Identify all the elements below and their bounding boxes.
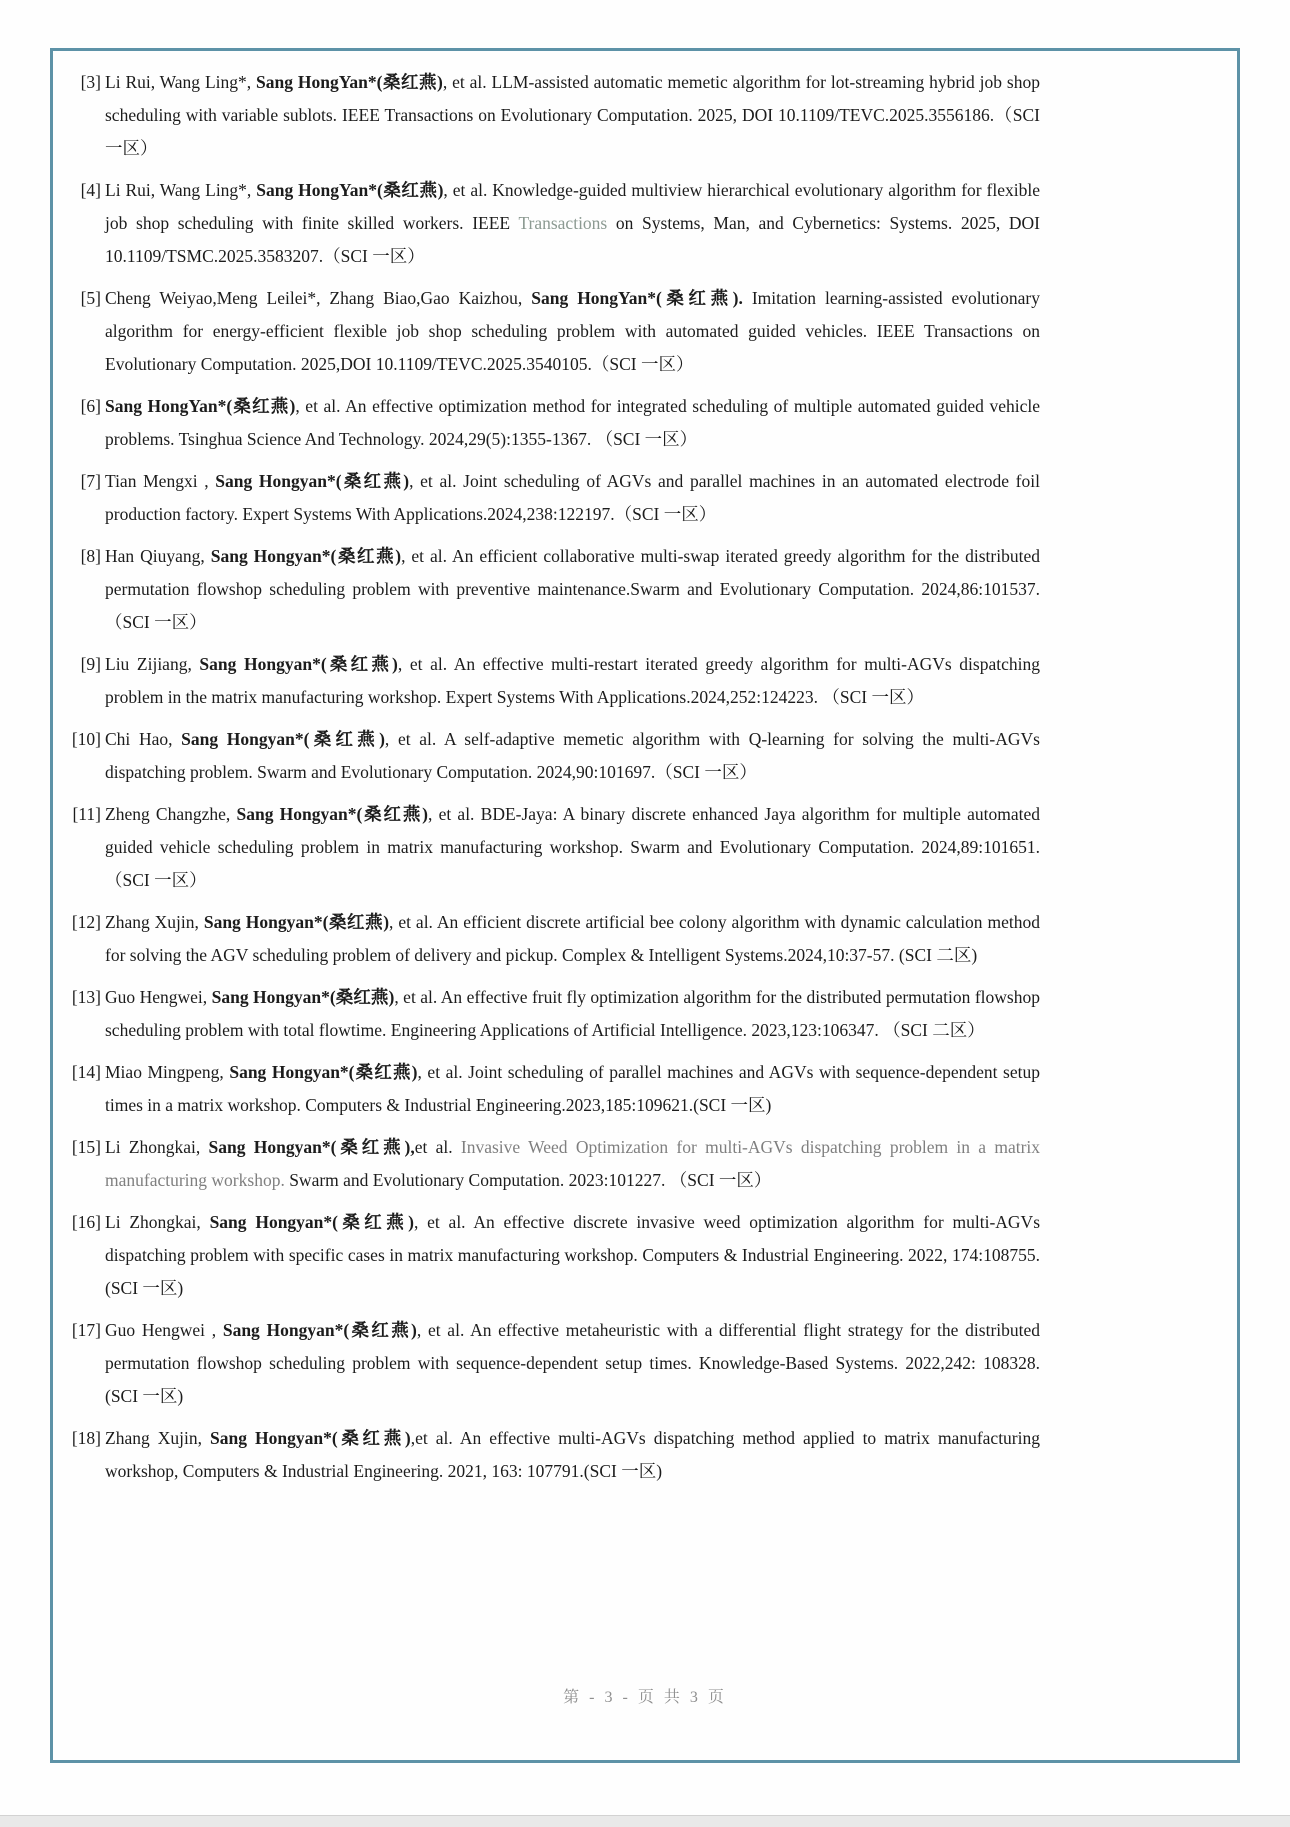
reference-text <box>105 804 1040 890</box>
reference-text-segment: Sang Hongyan*(桑红燕) <box>211 987 395 1007</box>
reference-text-segment: Sang Hongyan*(桑红燕) <box>229 1062 418 1082</box>
reference-text <box>105 396 1040 449</box>
reference-item <box>77 465 1040 531</box>
page-edge-gap <box>0 1815 1290 1827</box>
reference-text-segment: Sang Hongyan*(桑红燕) <box>181 729 385 749</box>
reference-text-segment: Zheng Changzhe, <box>105 804 237 824</box>
reference-text <box>105 1212 1040 1298</box>
reference-text <box>105 180 1040 266</box>
reference-text-segment: Li Rui, Wang Ling*, <box>105 180 257 200</box>
reference-text-segment: Sang HongYan*(桑红燕) <box>256 180 444 200</box>
reference-number: [11] <box>72 804 101 824</box>
reference-text-segment: , et al. Joint scheduling of AGVs and parallel machines in an automated electrode foil production factory. Expert Systems With Applications.2024,238:122197.（SCI 一区） <box>105 471 1040 524</box>
reference-text <box>105 72 1040 158</box>
reference-text-segment: Liu Zijiang, <box>105 654 200 674</box>
reference-text <box>105 912 1040 965</box>
reference-text-segment: Zhang Xujin, <box>105 912 204 932</box>
reference-text-segment: Swarm and Evolutionary Computation. 2023:101227. （SCI 一区） <box>284 1170 772 1190</box>
reference-text-segment: Imitation learning-assisted evolutionary algorithm for energy-efficient flexible job shop scheduling problem with automated guided vehicles. IEEE Transactions on Evolutionary Computation. 2025,DOI 10.1109/TEVC.2025.3540105.（SCI 一区） <box>105 288 1040 374</box>
reference-text-segment: , et al. An efficient discrete artificial bee colony algorithm with dynamic calculation method for solving the AGV scheduling problem of delivery and pickup. Complex & Intelligent Systems.2024,10:37-57. (SCI 二区) <box>105 912 1040 965</box>
reference-text-segment: Han Qiuyang, <box>105 546 211 566</box>
reference-text <box>105 987 1040 1040</box>
reference-number: [15] <box>71 1137 101 1157</box>
reference-text-segment: Sang Hongyan*(桑红燕) <box>222 1320 417 1340</box>
reference-item <box>71 1131 1041 1197</box>
reference-number: [7] <box>80 471 101 491</box>
reference-text-segment: Tian Mengxi , <box>105 471 216 491</box>
reference-text-segment: Li Zhongkai, <box>105 1212 210 1232</box>
page-footer: 第 - 3 - 页 共 3 页 <box>563 1689 727 1706</box>
reference-text <box>105 471 1040 524</box>
reference-text-segment: , et al. An effective discrete invasive weed optimization algorithm for multi-AGVs dispatching problem with specific cases in matrix manufacturing workshop. Computers & Industrial Engineering. 2022, 174:108755.(SCI 一区) <box>105 1212 1041 1298</box>
reference-item <box>77 540 1040 639</box>
reference-item <box>72 798 1040 897</box>
reference-text-segment: , et al. An effective metaheuristic with a differential flight strategy for the distributed permutation flowshop scheduling problem with sequence-dependent setup times. Knowledge-Based Systems. 2022,242: 108328. (SCI 一区) <box>105 1320 1041 1406</box>
reference-text-segment: Sang Hongyan*(桑红燕) <box>203 912 390 932</box>
reference-text-segment: Miao Mingpeng, <box>105 1062 230 1082</box>
reference-text-segment: Sang HongYan*(桑红燕). <box>531 288 743 308</box>
reference-number: [6] <box>80 396 101 416</box>
reference-number: [14] <box>71 1062 101 1082</box>
reference-text-segment: ,et al. An effective multi-AGVs dispatching method applied to matrix manufacturing workshop, Computers & Industrial Engineering. 2021, 163: 107791.(SCI 一区) <box>105 1428 1040 1481</box>
reference-text-segment: , et al. Joint scheduling of parallel machines and AGVs with sequence-dependent setup times in a matrix workshop. Computers & Industrial Engineering.2023,185:109621.(SCI 一区) <box>105 1062 1040 1115</box>
reference-number: [17] <box>71 1320 101 1340</box>
reference-text-segment: Sang Hongyan*(桑红燕) <box>236 804 428 824</box>
reference-item <box>77 390 1040 456</box>
reference-list <box>71 66 1041 1497</box>
reference-text <box>105 288 1040 374</box>
reference-text-segment: Zhang Xujin, <box>105 1428 211 1448</box>
reference-item <box>71 1314 1041 1413</box>
reference-text-segment: Guo Hengwei , <box>105 1320 223 1340</box>
reference-number: [8] <box>80 546 101 566</box>
reference-number: [4] <box>80 180 101 200</box>
reference-text <box>105 1320 1040 1406</box>
reference-text-segment: Sang Hongyan*(桑红燕) <box>215 471 410 491</box>
reference-number: [9] <box>80 654 101 674</box>
reference-item <box>71 906 1040 972</box>
reference-item <box>71 1422 1040 1488</box>
reference-text-segment: , et al. LLM-assisted automatic memetic algorithm for lot-streaming hybrid job shop scheduling with variable sublots. IEEE Transactions on Evolutionary Computation. 2025, DOI 10.1109/TEVC.2025.3556186.（SCI 一区） <box>105 72 1040 158</box>
reference-number: [16] <box>71 1212 101 1232</box>
reference-text-segment: Sang Hongyan*(桑红燕) <box>210 1428 411 1448</box>
reference-text-segment: Sang Hongyan*(桑红燕) <box>199 654 398 674</box>
reference-text-segment: Sang Hongyan*(桑红燕) <box>210 546 402 566</box>
reference-text <box>105 729 1040 782</box>
reference-text-segment: Sang HongYan*(桑红燕) <box>256 72 443 92</box>
reference-number: [10] <box>71 729 101 749</box>
reference-text-segment: Transactions <box>518 213 608 233</box>
reference-text-segment: Sang HongYan*(桑红燕) <box>105 396 296 416</box>
reference-item <box>77 282 1040 381</box>
reference-number: [13] <box>71 987 101 1007</box>
reference-text-segment: Cheng Weiyao,Meng Leilei*, Zhang Biao,Gao Kaizhou, <box>105 288 532 308</box>
reference-item <box>71 981 1040 1047</box>
reference-number: [18] <box>71 1428 101 1448</box>
reference-text-segment: Li Zhongkai, <box>105 1137 209 1157</box>
reference-number: [12] <box>71 912 101 932</box>
reference-text <box>105 654 1040 707</box>
reference-item <box>71 723 1040 789</box>
reference-text-segment: on Systems, Man, and Cybernetics: Systems. 2025, DOI 10.1109/TSMC.2025.3583207.（SCI 一区） <box>105 213 1040 266</box>
reference-number: [3] <box>80 72 101 92</box>
reference-text-segment: Chi Hao, <box>105 729 182 749</box>
reference-text-segment: , et al. An effective multi-restart iterated greedy algorithm for multi-AGVs dispatching problem in the matrix manufacturing workshop. Expert Systems With Applications.2024,252:124223. （SCI 一区） <box>105 654 1040 707</box>
reference-item <box>77 174 1040 273</box>
reference-text-segment: , et al. A self-adaptive memetic algorithm with Q-learning for solving the multi-AGVs dispatching problem. Swarm and Evolutionary Computation. 2024,90:101697.（SCI 一区） <box>105 729 1040 782</box>
reference-text-segment: Guo Hengwei, <box>105 987 212 1007</box>
reference-text-segment: et al. <box>414 1137 461 1157</box>
reference-item <box>77 66 1040 165</box>
reference-text-segment: , et al. BDE-Jaya: A binary discrete enhanced Jaya algorithm for multiple automated guided vehicle scheduling problem in matrix manufacturing workshop. Swarm and Evolutionary Computation. 2024,89:101651.（SCI 一区） <box>105 804 1040 890</box>
reference-text <box>105 1137 1040 1190</box>
reference-number: [5] <box>80 288 101 308</box>
reference-text-segment: , et al. An effective optimization method for integrated scheduling of multiple automated guided vehicle problems. Tsinghua Science And Technology. 2024,29(5):1355-1367. （SCI 一区） <box>105 396 1040 449</box>
reference-item <box>71 1206 1041 1305</box>
reference-text <box>105 1062 1040 1115</box>
reference-text-segment: Sang Hongyan*(桑红燕), <box>208 1137 415 1157</box>
reference-item <box>71 1056 1040 1122</box>
reference-item <box>77 648 1040 714</box>
reference-text-segment: Sang Hongyan*(桑红燕) <box>209 1212 414 1232</box>
reference-text <box>105 546 1040 632</box>
reference-text-segment: , et al. An efficient collaborative multi-swap iterated greedy algorithm for the distributed permutation flowshop scheduling problem with preventive maintenance.Swarm and Evolutionary Computation. 2024,86:101537.（SCI 一区） <box>105 546 1040 632</box>
reference-text-segment: , et al. An effective fruit fly optimization algorithm for the distributed permutation flowshop scheduling problem with total flowtime. Engineering Applications of Artificial Intelligence. 2023,123:106347. （SCI 二区） <box>105 987 1040 1040</box>
reference-text-segment: , et al. Knowledge-guided multiview hierarchical evolutionary algorithm for flexible job shop scheduling with finite skilled workers. IEEE <box>105 180 1040 233</box>
reference-text-segment: Invasive Weed Optimization for multi-AGVs dispatching problem in a matrix manufacturing workshop. <box>105 1137 1041 1190</box>
reference-text-segment: Li Rui, Wang Ling*, <box>105 72 257 92</box>
reference-text <box>105 1428 1040 1481</box>
